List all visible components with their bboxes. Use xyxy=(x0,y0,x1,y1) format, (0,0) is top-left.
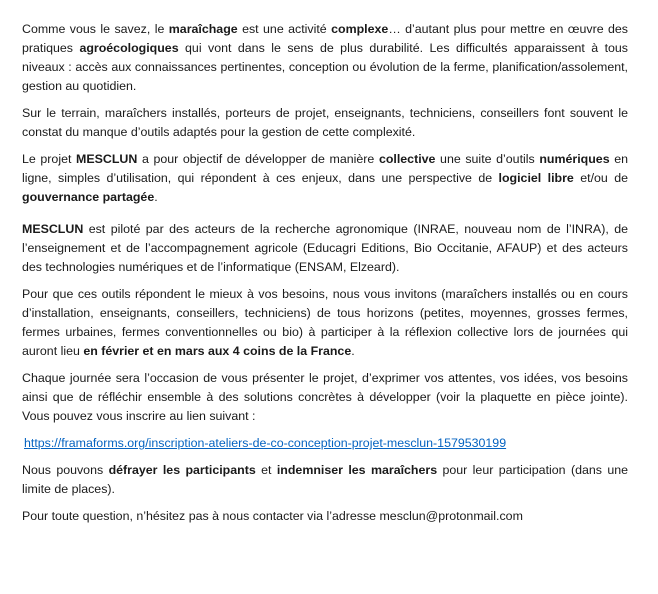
bold-text: gouvernance partagée xyxy=(22,190,155,204)
bold-text: agroécologiques xyxy=(79,41,179,55)
text: et xyxy=(255,463,277,477)
text: Pour que ces outils répondent le mieux à vos besoins, nous vous invitons (maraîchers installés ou en cours d’installation, enseignants, conseillers, techniciens) de tous horizons (petites, moyennes, grosses fermes, fermes urbaines, fermes conventionnelles ou bio) à participer à la réflexion collective lors de journées qui auront lieu xyxy=(22,287,628,358)
bold-text: MESCLUN xyxy=(22,222,84,236)
text: une suite d’outils xyxy=(435,152,540,166)
paragraph-field xyxy=(22,104,628,142)
text: a pour objectif de développer de manière xyxy=(137,152,379,166)
text: . xyxy=(351,344,355,358)
paragraph-project xyxy=(22,150,628,207)
text: … d’autant plus pour mettre en œuvre des pratiques xyxy=(22,22,628,55)
text: Comme vous le savez, le xyxy=(22,22,169,36)
registration-link-line xyxy=(22,434,628,453)
bold-text: complexe xyxy=(331,22,389,36)
text: Sur le terrain, maraîchers installés, porteurs de projet, enseignants, techniciens, conseillers font souvent le constat du manque d’outils adaptés pour la gestion de cette complexité. xyxy=(22,106,628,139)
text: en ligne, simples d’utilisation, qui répondent à ces enjeux, dans une perspective de xyxy=(22,152,629,185)
text: et/ou de xyxy=(573,171,628,185)
paragraph-invitation xyxy=(22,285,628,361)
paragraph-intro xyxy=(22,20,628,96)
text: est piloté par des acteurs de la recherche agronomique (INRAE, nouveau nom de l’INRA), de l’enseignement et de l’accompagnement agricole (Educagri Editions, Bio Occitanie, AFAUP) et des acteurs des technologies numériques et de l’informatique (ENSAM, Elzeard). xyxy=(22,222,628,274)
document-body xyxy=(22,20,628,526)
text: Nous pouvons xyxy=(22,463,109,477)
paragraph-partners xyxy=(22,220,628,277)
bold-text: maraîchage xyxy=(168,22,238,36)
text: Chaque journée sera l’occasion de vous présenter le projet, d’exprimer vos attentes, vos idées, vos besoins ainsi que de réfléchir ensemble à des solutions concrètes à développer (voir la plaquette en pièce jointe). Vous pouvez vous inscrire au lien suivant : xyxy=(22,371,628,423)
text: est une activité xyxy=(237,22,332,36)
bold-text: MESCLUN xyxy=(76,152,138,166)
bold-text: défrayer les participants xyxy=(108,463,256,477)
bold-text: logiciel libre xyxy=(498,171,574,185)
text: pour leur participation (dans une limite de places). xyxy=(22,463,629,496)
text: qui vont dans le sens de plus durabilité. Les difficultés apparaissent à tous niveaux : accès aux connaissances pertinentes, conception ou évolution de la ferme, planification/assolement, gestion au quotidien. xyxy=(22,41,629,93)
text: Le projet xyxy=(22,152,77,166)
bold-text: numériques xyxy=(539,152,610,166)
text: Pour toute question, n’hésitez pas à nous contacter via l’adresse mesclun@protonmail.com xyxy=(22,509,523,523)
paragraph-compensation xyxy=(22,461,628,499)
paragraph-contact xyxy=(22,507,628,526)
paragraph-workshop xyxy=(22,369,628,426)
bold-text: collective xyxy=(378,152,436,166)
text: . xyxy=(154,190,158,204)
bold-text: indemniser les maraîchers xyxy=(276,463,438,477)
bold-text: en février et en mars aux 4 coins de la France xyxy=(83,344,352,358)
registration-link[interactable]: https://framaforms.org/inscription-ateliers-de-co-conception-projet-mesclun-1579530199 xyxy=(24,436,507,450)
